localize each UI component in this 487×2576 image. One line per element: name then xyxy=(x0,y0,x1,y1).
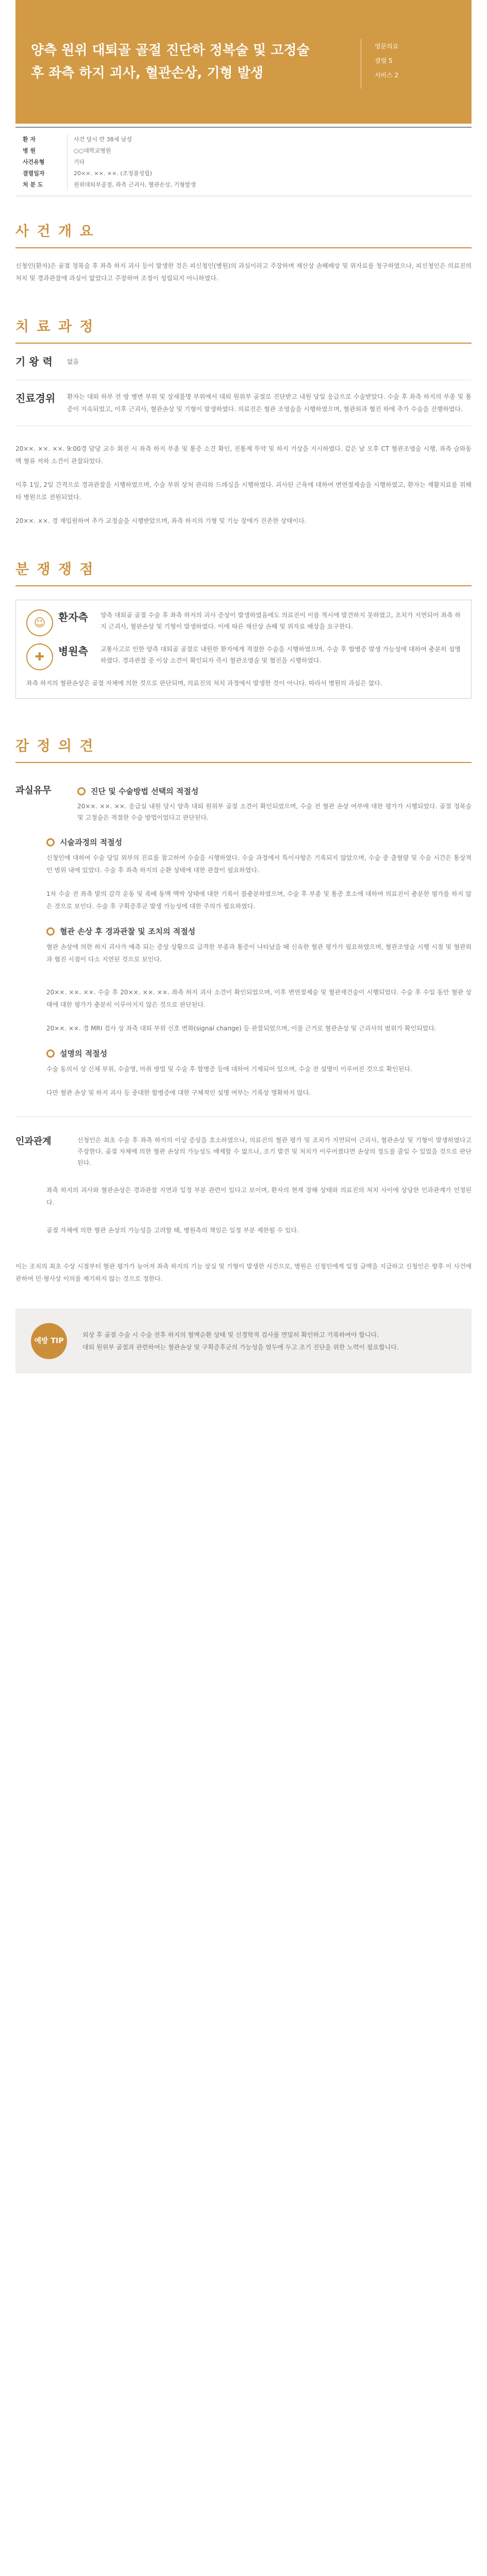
fault-sub-3-paragraph-2: 20××. ××. ××. 수술 후 20××. ××. ××. 좌측 하지 괴사 소견이 확인되었으며, 이후 변연절제술 및 혈관재건술이 시행되었다. 수술 후 수일 동안 혈관 상태에 대한 평가가 충분히 이루어지지 않은 것으로 판단된다. xyxy=(46,989,472,1008)
info-row xyxy=(15,157,472,168)
fault-sub-3 xyxy=(46,926,472,937)
patient-icon: ☺ xyxy=(26,609,53,636)
claims-box xyxy=(15,600,472,699)
conclusion-paragraph: 이는 조치의 최초 수상 시점부터 혈관 평가가 늦어져 좌측 하지의 기능 상실 및 기형이 발생한 사건으로, 병원은 신청인에게 일정 금액을 지급하고 신청인은 향후 이 사건에 관하여 민·형사상 이의를 제기하지 않는 것으로 정한다. xyxy=(15,1263,472,1282)
fault-sub-3-text: 혈관 손상에 의한 하지 괴사가 예측 되는 증상 상황으로 급격한 부종과 통증이 나타났을 때 신속한 혈관 평가가 필요하였으며, 혈관조영술 시행 시점 및 혈관외과 협진 시점이 다소 지연된 것으로 보인다. xyxy=(46,943,472,963)
fault-sub-4 xyxy=(46,1048,472,1059)
fault-sub-1-text: 20××. ××. ××. 응급실 내원 당시 양측 대퇴 원위부 골절 소견이 확인되었으며, 수술 전 혈관 손상 여부에 대한 평가가 시행되었다. 골절 정복술 및 고정술은 적절한 수술 방법이었다고 판단된다. xyxy=(77,803,472,821)
info-row xyxy=(15,145,472,157)
info-value: 사건 당시 만 38세 남성 xyxy=(67,134,472,145)
history-tag: 기 왕 력 xyxy=(15,355,53,368)
case-info-table xyxy=(15,127,472,196)
section-title-course: 치 료 과 정 xyxy=(15,315,472,344)
info-value: ○○대학교병원 xyxy=(67,145,472,157)
fault-sub-2-paragraph-2: 1차 수술 전 좌측 발의 감각 운동 및 족배 동맥 맥박 상태에 대한 기록이 불충분하였으며, 수술 후 부종 및 통증 호소에 대하여 의료진이 충분한 평가를 하지 않은 것으로 보인다. 수술 후 구획증후군 발생 가능성에 대한 주의가 필요하였다. xyxy=(46,890,472,910)
hospital-claim xyxy=(26,643,461,670)
fault-body xyxy=(77,784,472,823)
section-title-summary: 사 건 개 요 xyxy=(15,220,472,248)
causal-text: 신청인은 최초 수술 후 좌측 하지의 이상 증상을 호소하였으나, 의료진의 혈관 평가 및 조치가 지연되어 근괴사, 혈관손상 및 기형이 발생하였다고 주장한다. 골절 자체에 의한 혈관 손상의 가능성도 배제할 수 없으나, 조기 발견 및 처치가 이루어졌다면 손상의 정도를 줄일 수 있었을 것으로 판단된다. xyxy=(77,1137,472,1166)
info-key: 환 자 xyxy=(23,136,36,143)
prevention-tip-box xyxy=(15,1309,472,1374)
info-key: 결렬일자 xyxy=(23,170,45,177)
bullet-icon xyxy=(46,1049,55,1058)
divider xyxy=(15,1116,472,1117)
info-row xyxy=(15,168,472,179)
info-row xyxy=(15,134,472,145)
info-value: 원위대퇴부골절, 좌측 근괴사, 혈관손상, 기형발생 xyxy=(67,179,472,191)
hospital-icon: ✚ xyxy=(26,643,53,670)
causal-section xyxy=(15,1134,472,1168)
causal-label: 인과관계 xyxy=(15,1136,52,1147)
info-key: 병 원 xyxy=(23,147,36,154)
section-title-dispute: 분 쟁 쟁 점 xyxy=(15,558,472,586)
fault-sub-2 xyxy=(46,837,472,848)
header-banner xyxy=(15,0,472,124)
tip-badge: 예방 TIP xyxy=(31,1323,67,1359)
fault-sub-2-title: 시술과정의 적절성 xyxy=(60,838,123,847)
summary-text: 신청인(환자)은 골절 정복술 후 좌측 하지 괴사 등이 발생한 것은 피신청인(병원)의 과실이라고 주장하며 재산상 손해배상 및 위자료를 청구하였으나, 피신청인은 의료진의 처치 및 경과관찰에 과실이 없었다고 주장하여 조정이 성립되지 아니하였다. xyxy=(15,262,472,282)
history-row xyxy=(15,354,472,369)
causal-body xyxy=(77,1134,472,1168)
info-value: 기타 xyxy=(67,157,472,168)
fault-sub-4-title: 설명의 적절성 xyxy=(60,1049,108,1058)
fault-sub-4-text: 수술 동의서 상 신체 부위, 수술명, 마취 방법 및 수술 후 합병증 등에 대하여 기재되어 있으며, 수술 전 설명이 이루어진 것으로 확인된다. xyxy=(46,1065,412,1073)
section-title-opinion: 감 정 의 견 xyxy=(15,735,472,763)
fault-sub-2-text: 신청인에 대하여 수술 당일 외부의 진료를 참고하여 수술을 시행하였다. 수술 과정에서 특이사항은 기록되지 않았으며, 수술 중 출혈량 및 수술 시간은 통상적인 범위 내에 있었다. 수술 후 좌측 하지의 순환 상태에 대한 관찰이 필요하였다. xyxy=(46,854,472,874)
course-paragraph-3: 이후 1일, 2일 간격으로 경과관찰을 시행하였으며, 수술 부위 상처 관리와 드레싱을 시행하였다. 괴사된 근육에 대하여 변연절제술을 시행하였고, 환자는 재활치료를 위해 타 병원으로 전원되었다. xyxy=(15,481,472,501)
history-text: 없음 xyxy=(67,358,79,365)
bullet-icon xyxy=(46,838,55,846)
meta-line-1: 영문의료 xyxy=(375,43,399,50)
patient-claim xyxy=(26,609,461,636)
case-meta xyxy=(361,39,457,89)
fault-sub-1-title: 진단 및 수술방법 선택의 적절성 xyxy=(91,787,199,796)
case-title: 양측 원위 대퇴골 골절 진단하 정복술 및 고정술 후 좌측 하지 괴사, 혈관손상, 기형 발생 xyxy=(31,43,310,81)
course-text: 환자는 대퇴 하부 전 방 병변 부위 및 상세불명 부위에서 대퇴 원위부 골절로 진단받고 내원 당일 응급으로 수술받았다. 수술 후 좌측 하지의 부종 및 통증이 지속되었고, 이후 근괴사, 혈관손상 및 기형이 발생하였다. 의료진은 혈관 조영술을 시행하였으며, 혈관외과 협진 하에 추가 수술을 진행하였다. xyxy=(67,393,472,413)
bullet-icon xyxy=(77,787,86,795)
tip-text xyxy=(82,1329,399,1353)
hospital-claim-text: 교통사고로 인한 양측 대퇴골 골절로 내원한 환자에게 적절한 수술을 시행하였으며, 수술 후 합병증 발생 가능성에 대하여 충분히 설명하였다. 경과관찰 중 이상 소견이 확인되자 즉시 혈관조영술 및 협진을 시행하였다. xyxy=(100,646,461,664)
course-paragraph-2: 20××. ××. ××. 9:00경 담당 교수 회진 시 좌측 하지 부종 및 통증 소견 확인, 진통제 투약 및 하지 거상을 지시하였다. 같은 날 오후 CT 혈관조영술 시행, 좌측 슬와동맥 혈류 저하 소견이 관찰되었다. xyxy=(15,445,472,465)
course-tag: 진료경위 xyxy=(15,392,56,404)
hospital-claim-extra: 좌측 하지의 혈관손상은 골절 자체에 의한 것으로 판단되며, 의료진의 처치 과정에서 발생한 것이 아니다. 따라서 병원의 과실은 없다. xyxy=(26,680,382,687)
course-paragraph-4: 20××. ××. 경 재입원하여 추가 교정술을 시행받았으며, 좌측 하지의 기형 및 기능 장애가 잔존한 상태이다. xyxy=(15,517,307,524)
tip-line-2: 대퇴 원위부 골절과 관련하여는 혈관손상 및 구획증후군의 가능성을 염두에 두고 조기 진단을 위한 노력이 필요합니다. xyxy=(82,1344,399,1351)
info-row xyxy=(15,179,472,191)
hospital-claim-name: 병원측 xyxy=(58,645,88,657)
patient-claim-text: 양측 대퇴골 골절 수술 후 좌측 하지의 괴사 증상이 발생하였음에도 의료진이 이를 적시에 발견하지 못하였고, 조치가 지연되어 좌측 하지 근괴사, 혈관손상 및 기형이 발생하였다. 이에 따른 재산상 손해 및 위자료 배상을 요구한다. xyxy=(100,612,461,630)
fault-sub-3-paragraph-3: 20××. ××. 경 MRI 검사 상 좌측 대퇴 부위 신호 변화(signal change) 등 관찰되었으며, 이를 근거로 혈관손상 및 근괴사의 범위가 확인되었다. xyxy=(46,1025,436,1032)
meta-line-2: 결렬 5 xyxy=(375,57,393,64)
meta-line-3: 서비스 2 xyxy=(375,72,399,79)
fault-sub-3-title: 혈관 손상 후 경과관찰 및 조치의 적절성 xyxy=(60,927,196,936)
fault-section xyxy=(15,784,472,823)
fault-sub-1 xyxy=(77,786,472,796)
causal-paragraph-3: 골절 자체에 의한 혈관 손상의 가능성을 고려할 때, 병원측의 책임은 일정 부분 제한될 수 있다. xyxy=(46,1227,299,1234)
fault-label: 과실유무 xyxy=(15,785,52,796)
patient-claim-name: 환자측 xyxy=(58,611,88,623)
bullet-icon xyxy=(46,927,55,936)
causal-paragraph-2: 좌측 하지의 괴사와 혈관손상은 경과관찰 지연과 일정 부분 관련이 있다고 보이며, 환자의 현재 장해 상태와 의료진의 처치 사이에 상당한 인과관계가 인정된다. xyxy=(46,1187,472,1206)
fault-sub-4-paragraph-2: 다만 혈관 손상 및 하지 괴사 등 중대한 합병증에 대한 구체적인 설명 여부는 기록상 명확하지 않다. xyxy=(46,1089,311,1096)
info-key: 처 분 도 xyxy=(23,181,43,188)
info-value: 20××. ××. ××. (조정불성립) xyxy=(67,168,472,179)
course-row xyxy=(15,391,472,415)
info-key: 사건유형 xyxy=(23,159,45,165)
tip-line-1: 외상 후 골절 수술 시 수술 전후 하지의 혈액순환 상태 및 신경학적 검사를 면밀히 확인하고 기록하여야 합니다. xyxy=(82,1331,379,1338)
